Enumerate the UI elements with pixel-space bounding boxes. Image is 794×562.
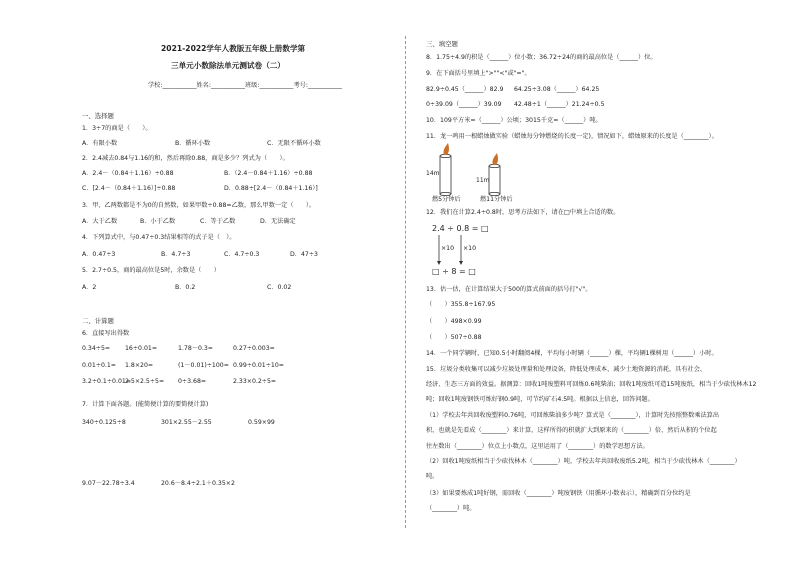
arrow-down-icon: [459, 261, 463, 265]
candle-2: [489, 153, 500, 196]
question-9: 9．在下面括号里填上">""<"或"="。: [426, 70, 531, 77]
question-4: 4．下列算式中，与0.47÷0.3结果相等的式子是（ ）。: [82, 234, 236, 241]
candle-2-caption: 燃11分钟后: [480, 196, 513, 203]
q9-item: 64.25÷3.08（______）64.25: [514, 86, 600, 93]
q7-item: 340÷0.125÷8: [82, 419, 126, 426]
q12-equation-2: □ ÷ 8 = □: [432, 267, 476, 276]
q15-part2-line: （2）回收1吨废纸相当于少砍伐林木（________）吨，学校去年共回收废纸5.2吨，相当于少砍伐林木（________）: [426, 458, 741, 465]
arrow-down-icon: [437, 261, 441, 265]
q15-part1-line: （1）学校去年共回收废塑料0.76吨，可回炼柴油多少吨？算式是（________），计算时先按照整数乘法算出: [426, 412, 720, 419]
candle-2-length: 11m: [476, 177, 490, 184]
q2-option-a: A．2.4－（0.84＋1.16）÷0.88: [82, 170, 174, 177]
section-calc-heading: 二、计算题: [82, 317, 114, 325]
question-15-line: 吨；回收1吨废钢铁可炼好钢0.9吨，可节约矿石4.5吨。根据以上信息，回答问题。: [426, 396, 654, 403]
page-subtitle: 三单元小数除法单元测试卷（二）: [171, 61, 285, 70]
q6-item: 0.34÷5=: [82, 345, 111, 352]
q6-item: 0÷3.68=: [178, 378, 207, 385]
q4-option-a: A．0.47÷3: [82, 251, 116, 258]
q13-item: （ ）498×0.99: [426, 318, 482, 325]
q2-option-c: C．[2.4－（0.84＋1.16）]÷0.88: [82, 185, 176, 192]
column-divider: [405, 36, 406, 528]
candle-1-caption: 燃5分钟后: [432, 196, 461, 203]
section-fill-heading: 三、填空题: [426, 40, 458, 48]
question-11: 11．龙一鸣用一根蜡烛做实验（蜡烛每分钟燃烧的长度一定)，情况如下，蜡烛原来的长度是（________）。: [426, 133, 718, 140]
candle-figure: [426, 142, 546, 204]
question-7: 7．计算下面各题。(能简便计算的要简便计算): [82, 401, 209, 408]
question-5: 5．2.7÷0.5，商的最高位是5时，余数是（ ）: [82, 267, 220, 274]
q5-option-a: A．2: [82, 284, 97, 291]
question-14: 14．一个同学辆时，已知0.5小时翻阅4棵，平均每小时辆（______）棵，平均辆1棵树用（______）小时。: [426, 350, 718, 357]
q1-option-b: B．循环小数: [175, 140, 211, 147]
q7-item: 301×2.55－2.55: [161, 419, 212, 426]
question-6: 6．直接写出得数: [82, 330, 130, 337]
q13-item: （ ）355.8÷167.95: [426, 301, 496, 308]
question-3: 3．甲、乙两数都是不为0的自然数，如果甲数÷0.88=乙数，那么甲数一定（ ）。: [82, 202, 316, 209]
q5-option-c: C．0.02: [267, 284, 292, 291]
q13-item: （ ）507÷0.88: [426, 334, 482, 341]
q15-part1-line: 积，也就是先看成（________）来计算，这样所得的积就扩大到原来的（________）倍，然后从积的个位起: [426, 427, 717, 434]
flame-icon: [492, 153, 498, 165]
q5-option-b: B．0.2: [175, 284, 196, 291]
q3-option-a: A．大于乙数: [82, 218, 118, 225]
q9-item: 42.48÷1（______）21.24÷0.5: [514, 101, 605, 108]
q6-item: (1－0.01)÷100=: [178, 362, 229, 369]
q12-multiplier-right: ×10: [463, 245, 477, 252]
q15-part2-line: 吨。: [426, 473, 439, 480]
section-choice-heading: 一、选择题: [82, 112, 114, 120]
q6-item: 0.01÷0.1=: [82, 362, 116, 369]
q6-item: 1.8×20=: [125, 362, 154, 369]
q12-equation-1: 2.4 ÷ 0.8 = □: [432, 224, 489, 233]
q4-option-b: B．4.7÷3: [161, 251, 191, 258]
q15-part3-line: （________）吨。: [426, 505, 476, 512]
q1-option-c: C．无限不循环小数: [267, 140, 321, 147]
page-title: 2021-2022学年人教版五年级上册数学第: [161, 44, 306, 53]
q4-option-d: D．47÷3: [290, 251, 318, 258]
q7-item: 20.6－8.4÷2.1＋0.35×2: [161, 480, 235, 487]
q6-item: 2.5×2.5÷5=: [125, 378, 165, 385]
q7-item: 0.59×99: [248, 419, 275, 426]
q6-item: 0.27÷0.003=: [233, 345, 275, 352]
q15-part1-line: 往左数出（________）位点上小数点，这里运用了（________）的数学思想方法。: [426, 443, 649, 450]
student-info-line: 学校:___________姓名:___________班级:___________考号:___________: [148, 82, 342, 89]
q3-option-b: B．小于乙数: [140, 218, 176, 225]
question-13: 13．估一估，在计算结果大于500的算式前面的括号打"√"。: [426, 286, 592, 293]
flame-icon: [443, 143, 449, 155]
q6-item: 2.33×0.2÷5=: [233, 378, 277, 385]
question-10: 10．109平方米=（______）公顷；3015千克=（______）吨。: [426, 117, 602, 124]
q7-item: 9.07－22.78÷3.4: [82, 480, 135, 487]
question-15-line: 经济、生态三方面的效益。据测算：回收1吨废塑料可回炼0.6吨柴油；回收1吨废纸可造15吨废纸，相当于少砍伐林木12: [426, 381, 757, 388]
question-15-line: 15．垃圾分类收集可以减少垃圾处理量和处理设备，降低处理成本，减少土地资源的消耗，具有社会、: [426, 366, 707, 373]
q9-item: 0÷39.09（______）39.09: [426, 101, 502, 108]
candle-1-length: 14m: [426, 170, 440, 177]
q9-item: 82.9÷0.45（______）82.9: [426, 86, 504, 93]
q6-item: 1.78－0.3=: [178, 345, 213, 352]
q3-option-d: D．无法确定: [260, 218, 296, 225]
question-1: 1．3÷7的商是（ ）。: [82, 125, 152, 132]
q2-option-d: D．0.88÷[2.4－（0.84＋1.16）]: [224, 185, 318, 192]
q2-option-b: B．（2.4－0.84＋1.16）÷0.88: [224, 170, 313, 177]
q4-option-c: C．4.7÷0.3: [224, 251, 260, 258]
question-2: 2．2.4减去0.84与1.16的和，然后再除0.88，商是多少？列式为（ ）。: [82, 155, 289, 162]
q6-item: 3.2÷0.1÷0.01=: [82, 378, 132, 385]
candle-1: [440, 143, 451, 196]
q12-multiplier-left: ×10: [441, 245, 455, 252]
q15-part3-line: （3）如果要炼成1吨好钢，需回收（________）吨废钢铁（用循环小数表示），精确到百分位约是: [426, 490, 691, 497]
question-8: 8．1.75÷4.9的积是（______）位小数；36.72÷24的商的最高位是（______）位。: [426, 54, 657, 61]
q3-option-c: C．等于乙数: [200, 218, 236, 225]
q6-item: 0.99÷0.01÷10=: [233, 362, 284, 369]
q6-item: 16÷0.01=: [125, 345, 158, 352]
question-12: 12．我们在计算2.4÷0.8时，思考方法如下，请在□中填上合适的数。: [426, 209, 620, 216]
q1-option-a: A．有限小数: [82, 140, 118, 147]
